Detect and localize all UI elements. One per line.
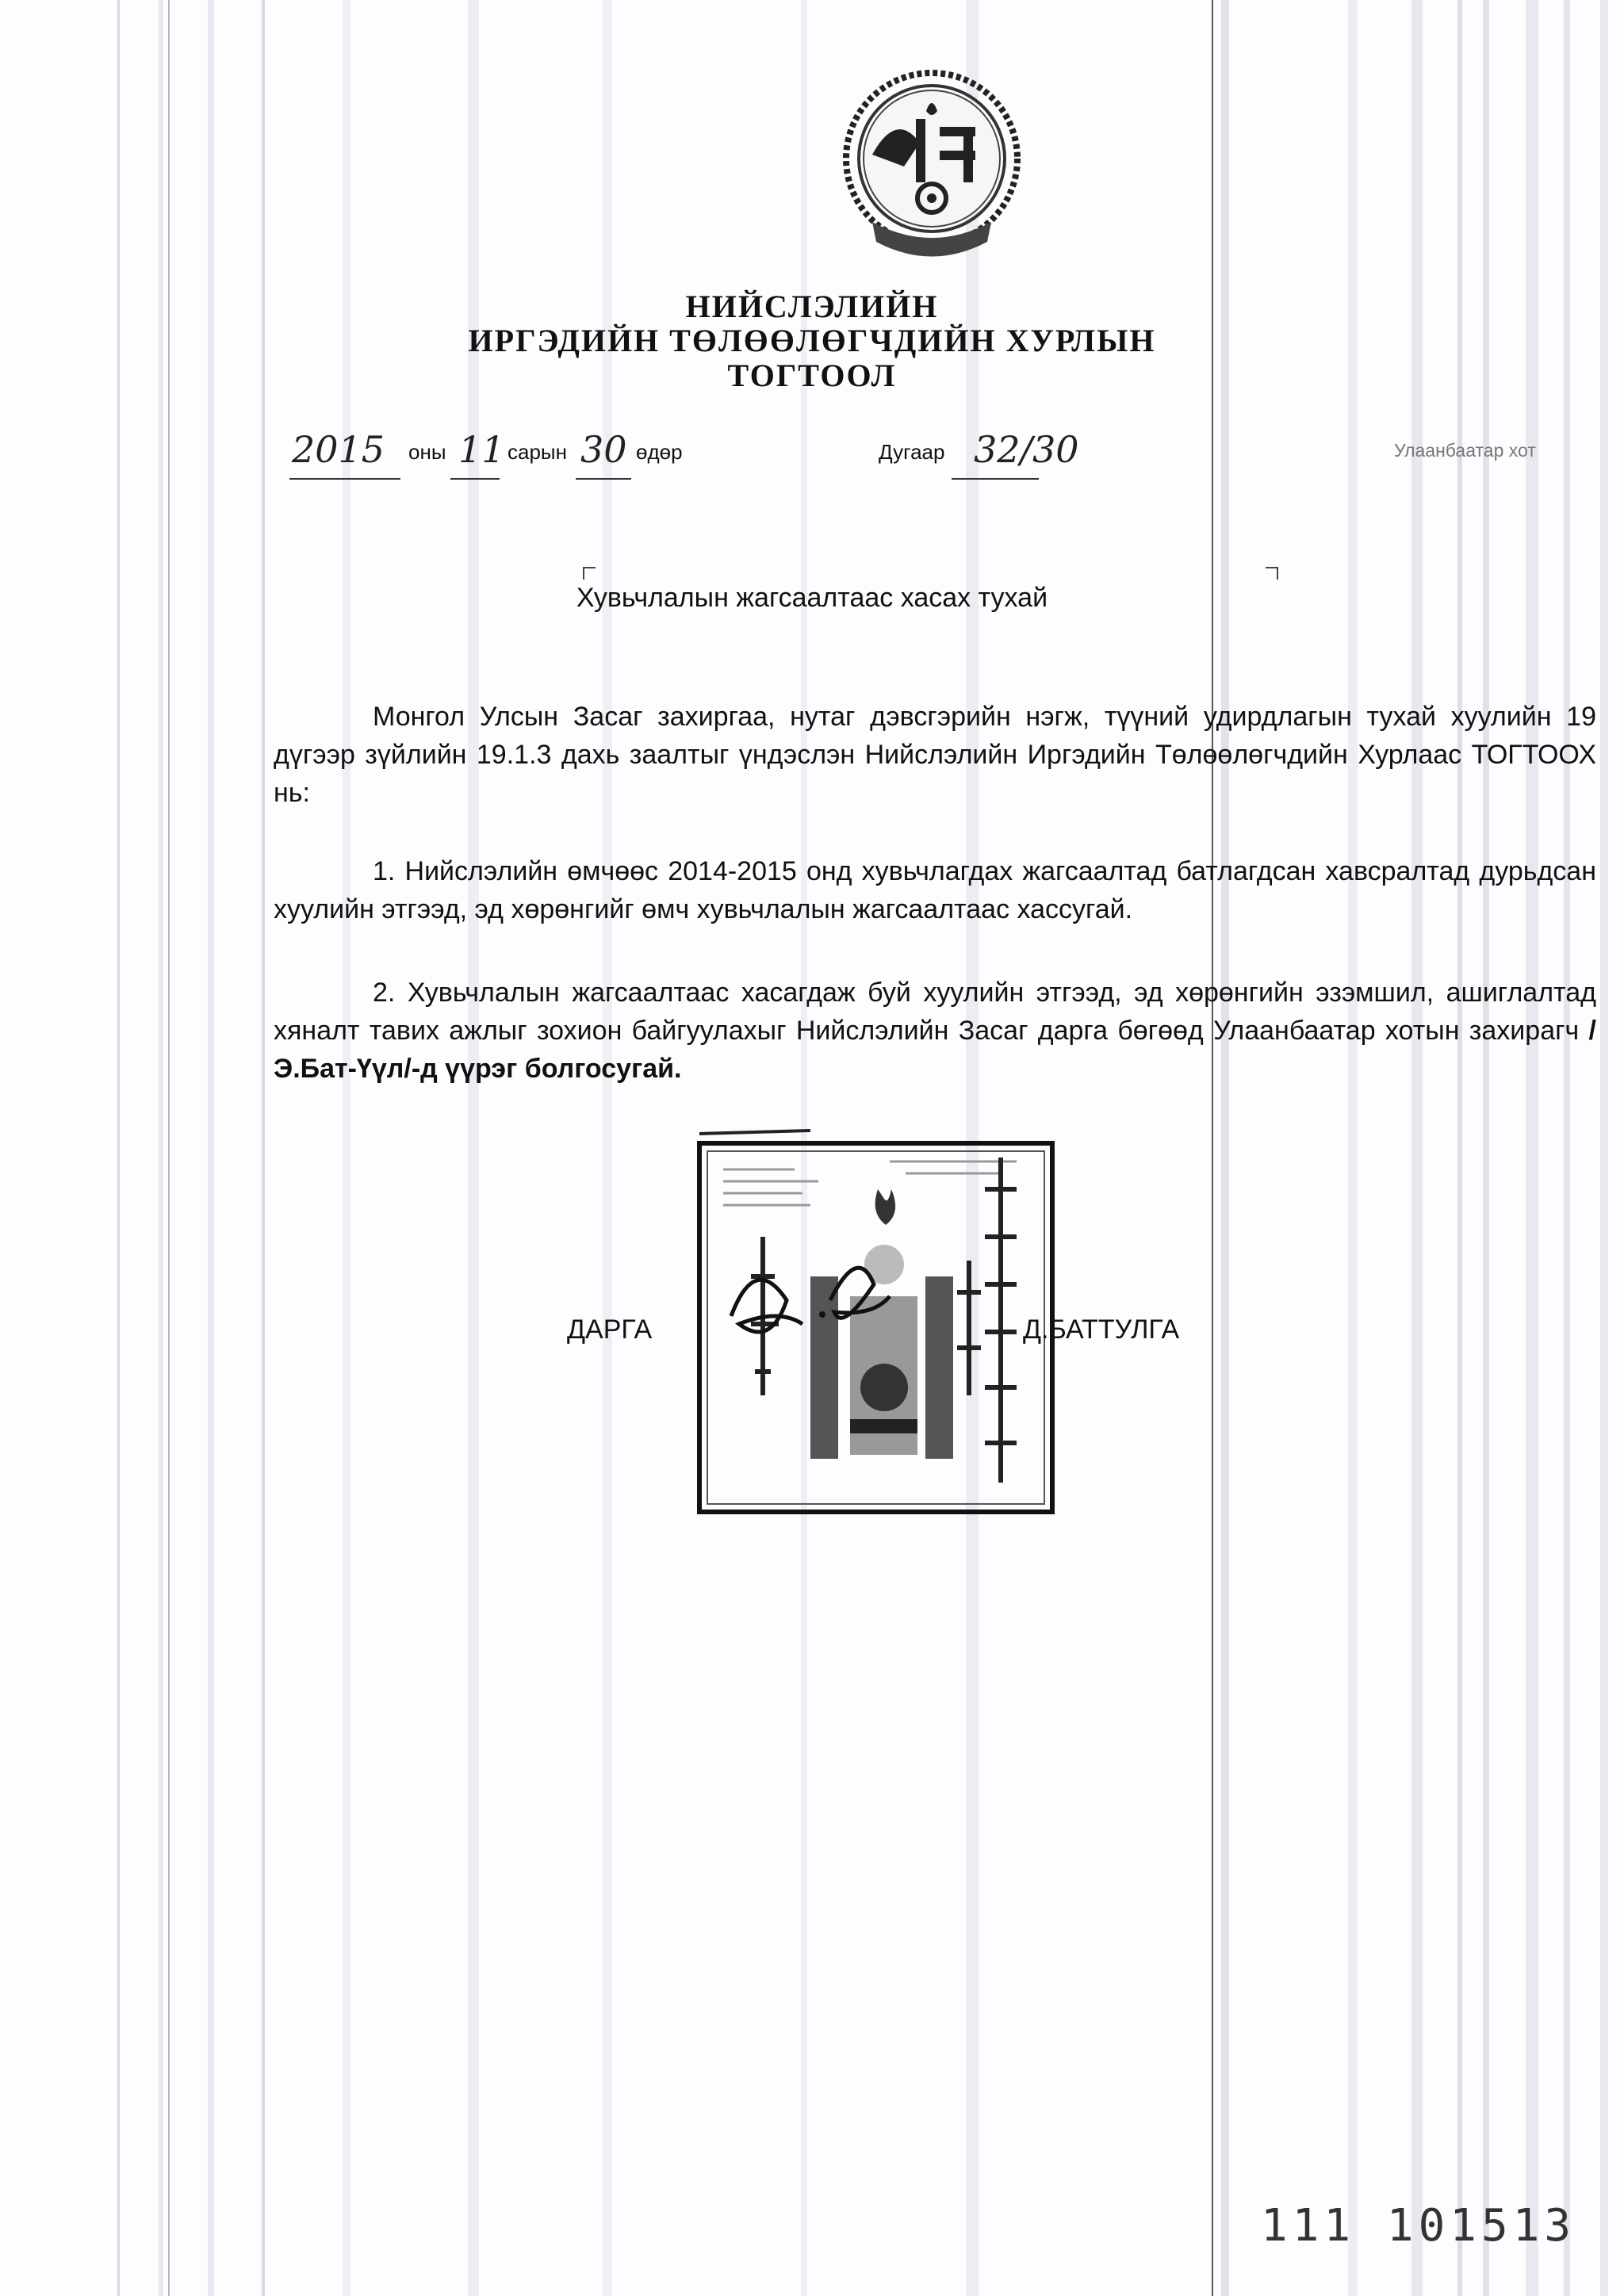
signatory-title: ДАРГА [567, 1314, 653, 1345]
date-year-label: оны [408, 440, 446, 464]
signatory-name: Д.БАТТУЛГА [1023, 1314, 1180, 1345]
date-month-label: сарын [508, 440, 567, 464]
clause-1: 1. Нийслэлийн өмчөөс 2014-2015 онд хувьчлагдах жагсаалтад батлагдсан хавсралтад дурьдсан хуулийн этгээд, эд хөрөнгийг өмч хувьчлалын жагсаалтаас хассугай. [274, 856, 1596, 924]
corner-mark [1266, 567, 1278, 580]
date-day: 30 [580, 428, 627, 471]
resolution-number-label: Дугаар [879, 440, 945, 464]
date-day-label: өдөр [636, 440, 683, 464]
issuer-title: НИЙСЛЭЛИЙН [685, 289, 939, 324]
state-seal-stamp-icon [684, 1126, 1068, 1522]
council-title: ИРГЭДИЙН ТӨЛӨӨЛӨГЧДИЙН ХУРЛЫН [468, 323, 1156, 358]
resolution-number: 32/30 [974, 428, 1079, 471]
mongolia-state-emblem-icon [841, 63, 1023, 277]
clause-2 [274, 974, 1596, 1088]
resolution-subject: Хувьчлалын жагсаалтаас хасах тухай [576, 583, 1048, 613]
date-year: 2015 [292, 428, 385, 471]
preamble-paragraph: Монгол Улсын Засаг захиргаа, нутаг дэвсгэрийн нэгж, түүний удирдлагын тухай хуулийн 19 дүгээр зүйлийн 19.1.3 дахь заалтыг үндэслэн Нийслэлийн Иргэдийн Төлөөлөгчдийн Хурлаас ТОГТООХ нь: [274, 702, 1596, 808]
city-label: Улаанбаатар хот [1394, 440, 1536, 461]
corner-mark [583, 567, 596, 580]
document-type: ТОГТООЛ [727, 358, 897, 393]
clause-2-text: 2. Хувьчлалын жагсаалтаас хасагдаж буй хуулийн этгээд, эд хөрөнгийн эзэмшил, ашиглалтад хяналт тавих ажлыг зохион байгуулахыг Нийслэлийн Засаг дарга бөгөөд Улаанбаатар хотын захирагч [274, 978, 1596, 1046]
clause-2-assignee: /Э.Бат-Үүл/-д үүрэг болгосугай. [274, 1016, 1596, 1084]
date-month: 11 [458, 428, 505, 471]
document-serial-number: 111 101513 [1261, 2200, 1576, 2252]
